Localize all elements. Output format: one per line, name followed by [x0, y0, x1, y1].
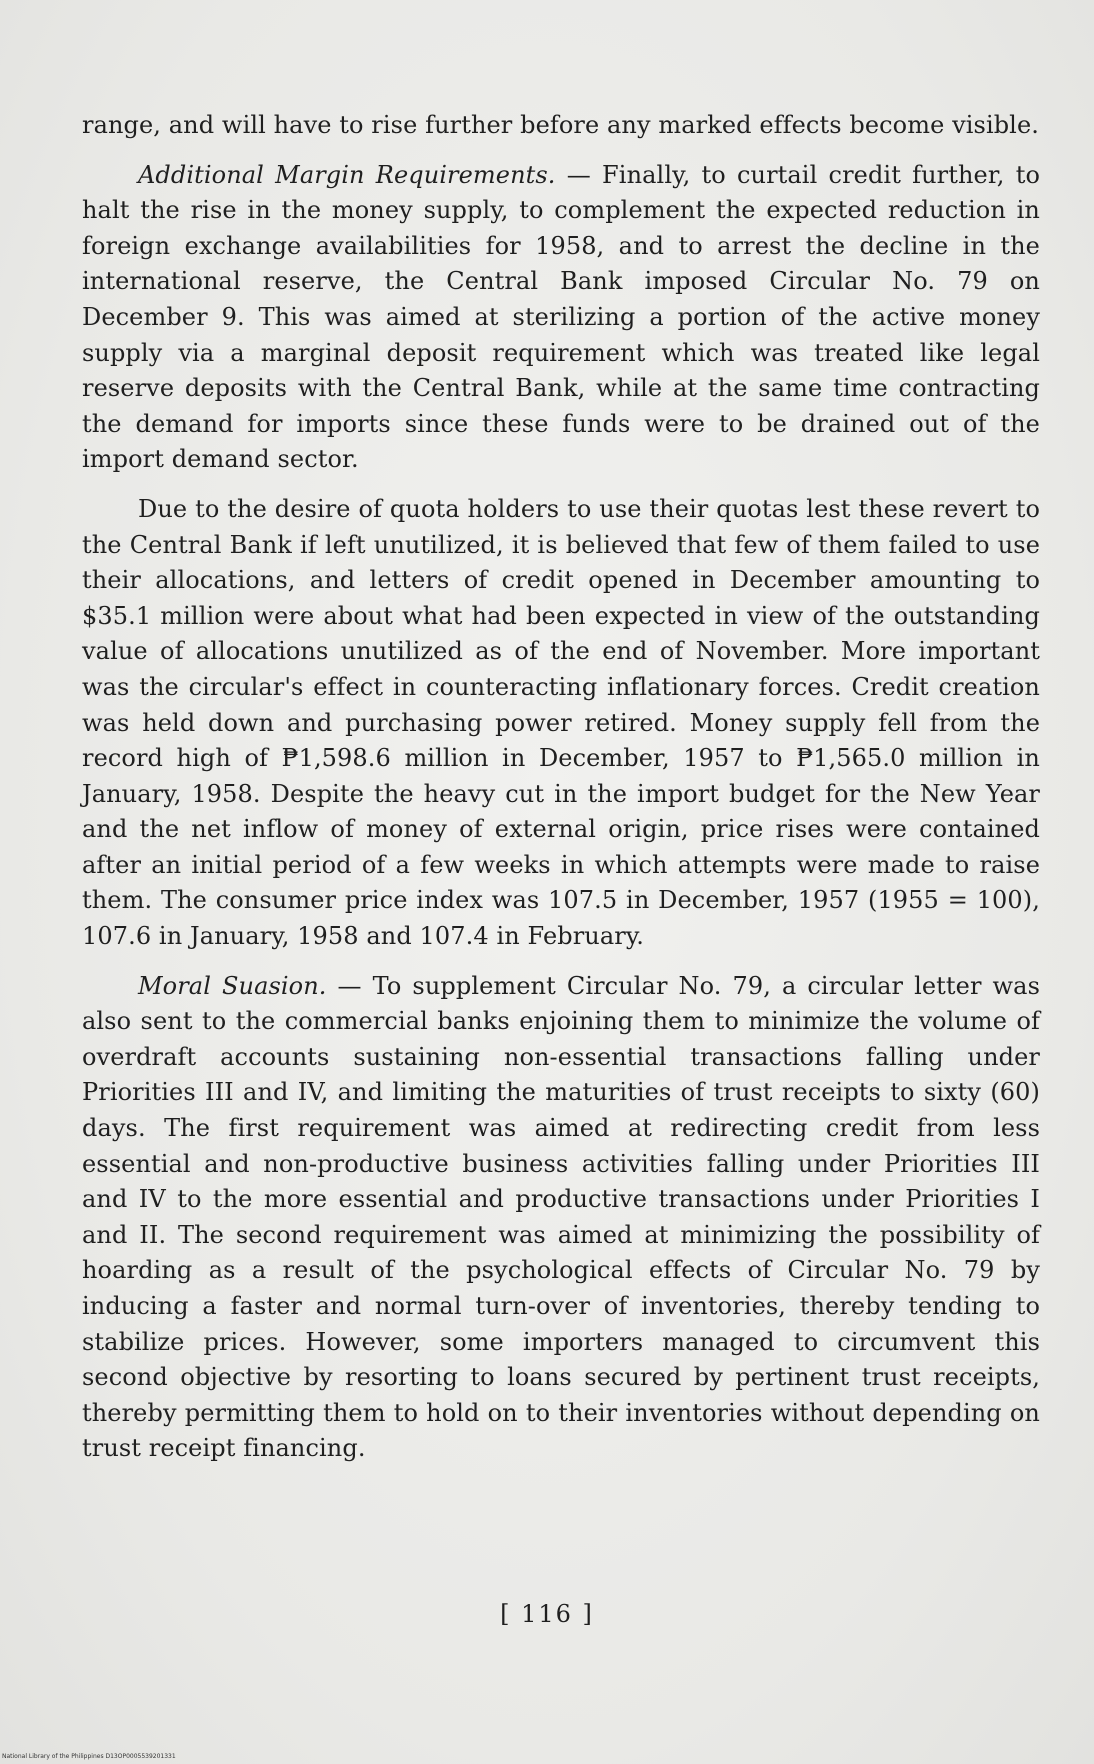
body-text	[82, 108, 1040, 1467]
paragraph-continuation: range, and will have to rise further before any marked effects become visible.	[82, 111, 1039, 139]
heading-dash: —	[326, 971, 373, 1000]
page-number: [ 116 ]	[500, 1600, 594, 1628]
paragraph-text-moral-suasion: To supplement Circular No. 79, a circular letter was also sent to the commercial banks enjoining them to minimize the volume of overdraft accounts sustaining non-essential transactions falling under Priorities III and IV, and limiting the maturities of trust receipts to sixty (60) days. The first requirement was aimed at redirecting credit from less essential and non-productive business activities falling under Priorities III and IV to the more essential and productive transactions under Priorities I and II. The second requirement was aimed at minimizing the possibility of hoarding as a result of the psychological effects of Circular No. 79 by inducing a faster and normal turn-over of inventories, thereby tending to stabilize prices. However, some importers managed to circumvent this second objective by resorting to loans secured by pertinent trust receipts, thereby permitting them to hold on to their inventories without depending on trust receipt financing.	[82, 971, 1040, 1463]
section-heading-moral-suasion: Moral Suasion.	[138, 971, 327, 1000]
footer-credit: National Library of the Philippines D13OP0005539201331	[2, 1753, 176, 1760]
heading-dash: —	[555, 160, 603, 189]
section-heading-margin-requirements: Additional Margin Requirements.	[138, 160, 556, 189]
paragraph-quota-holders: Due to the desire of quota holders to use their quotas lest these revert to the Central Bank if left unutilized, it is believed that few of them failed to use their allocations, and letters of credit opened in December amounting to $35.1 million were about what had been expected in view of the outstanding value of allocations unutilized as of the end of November. More important was the circular's effect in counteracting inflationary forces. Credit creation was held down and purchasing power retired. Money supply fell from the record high of ₱1,598.6 million in December, 1957 to ₱1,565.0 million in January, 1958. Despite the heavy cut in the import budget for the New Year and the net inflow of money of external origin, price rises were contained after an initial period of a few weeks in which attempts were made to raise them. The consumer price index was 107.5 in December, 1957 (1955 = 100), 107.6 in January, 1958 and 107.4 in February.	[82, 494, 1040, 951]
paragraph-margin-requirements	[82, 158, 1040, 478]
paragraph-text-margin-requirements: Finally, to curtail credit further, to halt the rise in the money supply, to complement the expected reduction in foreign exchange availabilities for 1958, and to arrest the decline in the international reserve, the Central Bank imposed Circular No. 79 on December 9. This was aimed at sterilizing a portion of the active money supply via a marginal deposit requirement which was treated like legal reserve deposits with the Central Bank, while at the same time contracting the demand for imports since these funds were to be drained out of the import demand sector.	[82, 160, 1041, 474]
paragraph-moral-suasion	[82, 969, 1040, 1467]
